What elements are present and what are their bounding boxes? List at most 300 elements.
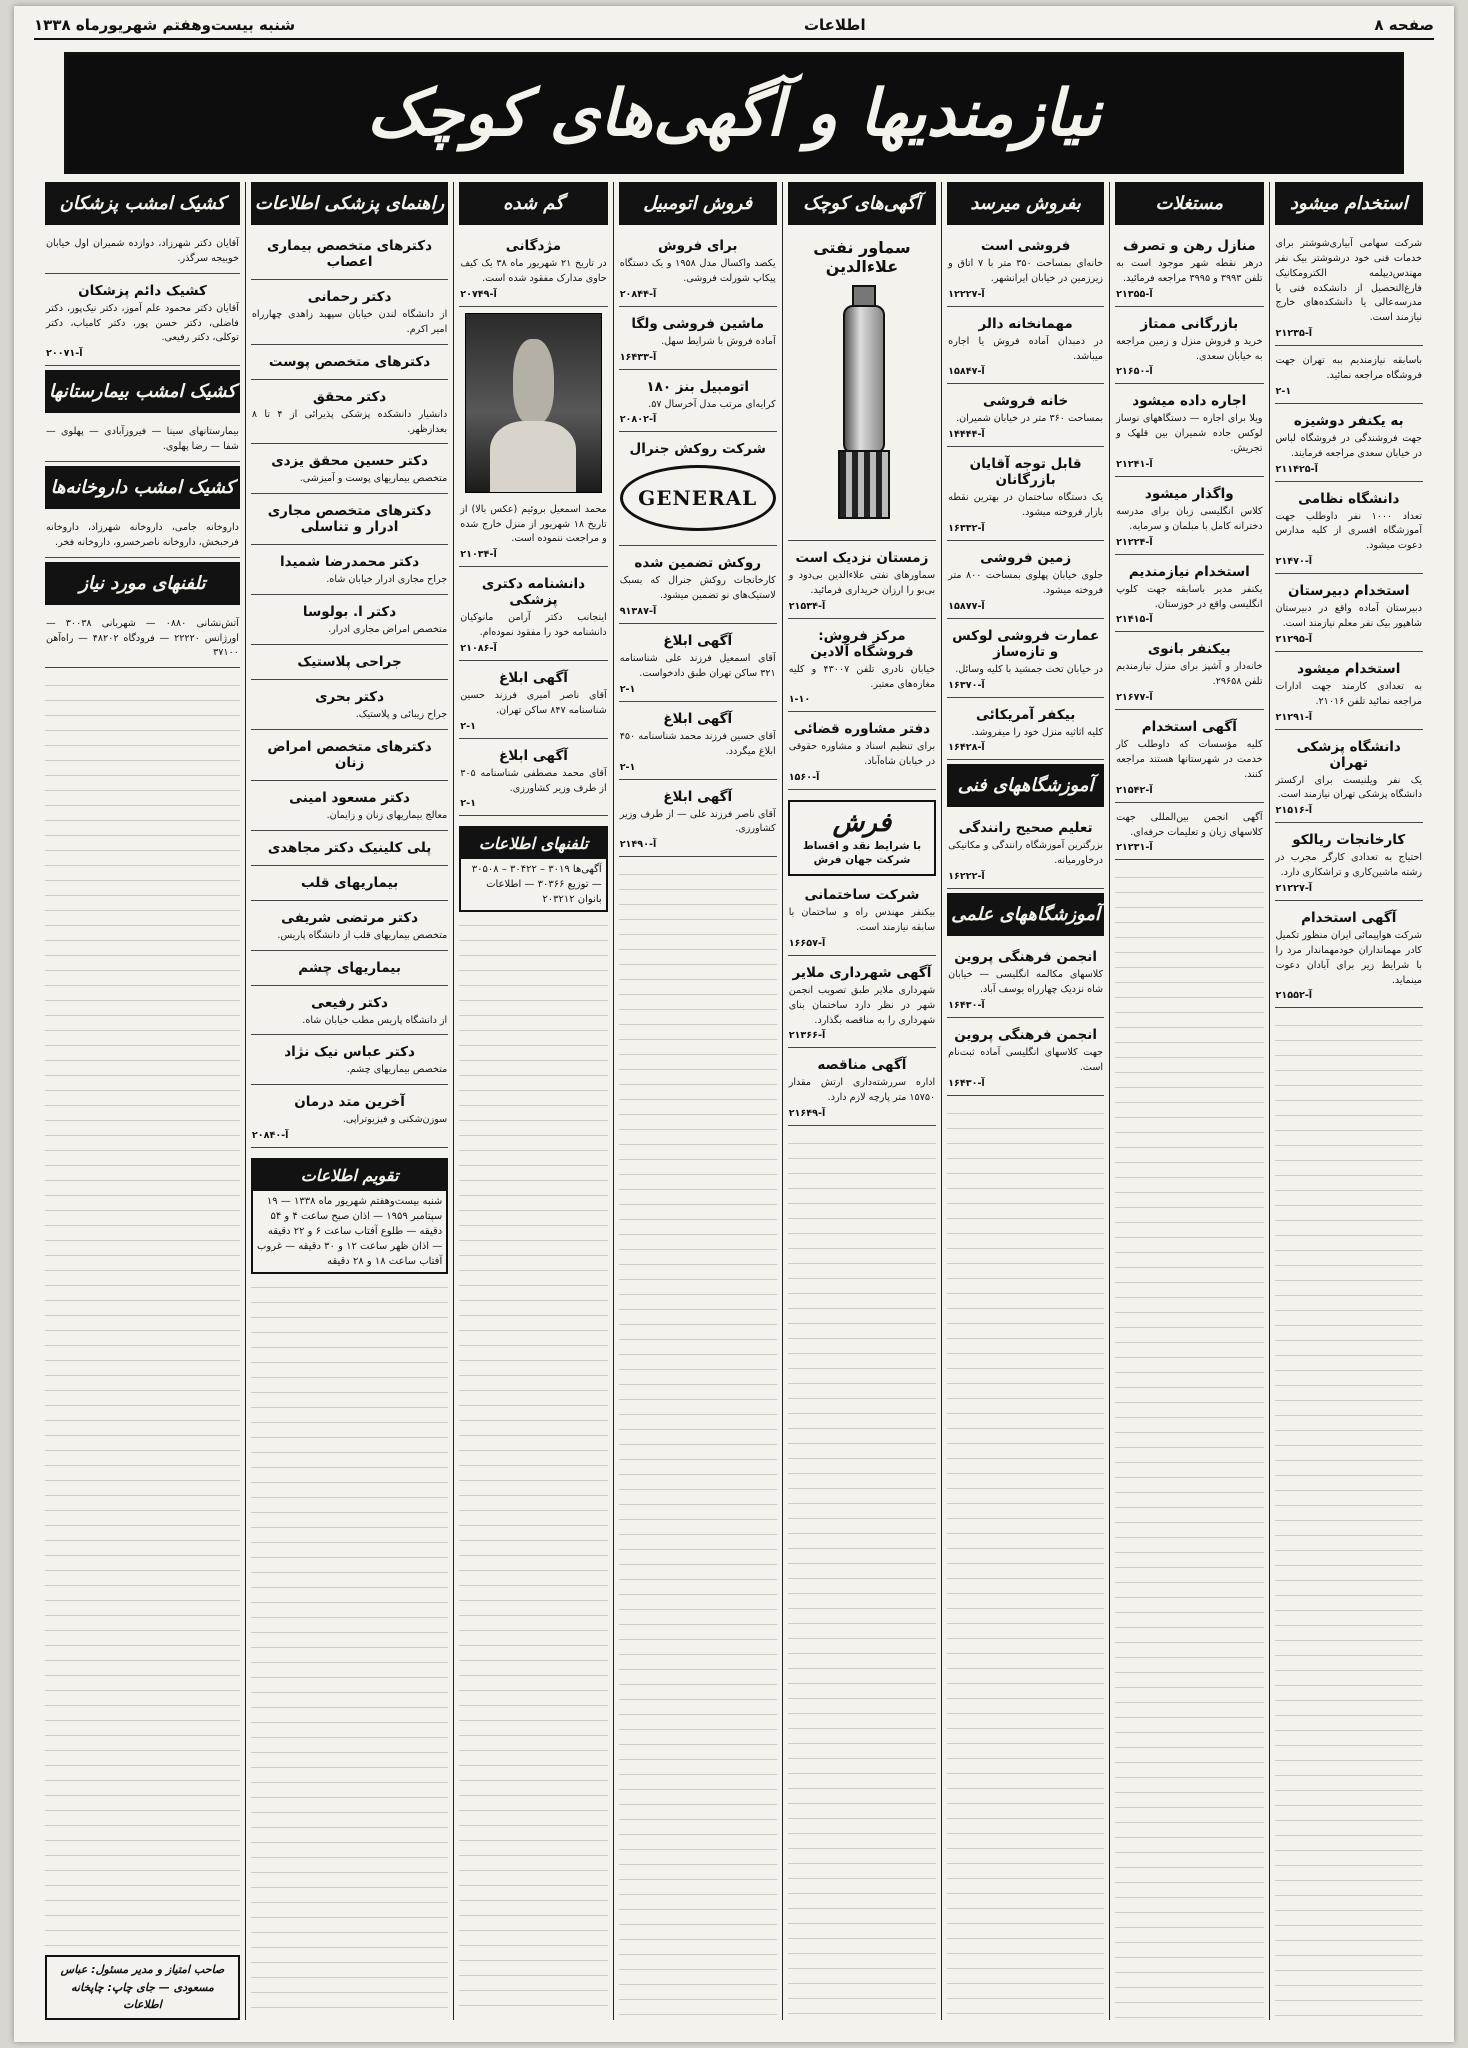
ad-title: دکتر محقق (312, 388, 387, 405)
ad-text: متخصص امراض مجاری ادرار. (328, 624, 448, 636)
classified-ad (251, 1089, 448, 1148)
classified-ad (947, 1022, 1104, 1096)
text-filler (251, 1278, 448, 2020)
ad-title: شرکت ساختمانی (804, 887, 920, 904)
ad-text: کلاس انگلیسی زبان برای مدرسه دخترانه کامل با مبلمان و سرمایه. (1116, 506, 1263, 532)
classified-ad (619, 550, 777, 624)
classified-ad (251, 684, 448, 730)
ad-code: آ-۲۱۴۷۰ (1275, 556, 1313, 568)
ad-text: یک دستگاه ساختمان در بهترین نقطه بازار فروخته میشود. (948, 492, 1104, 519)
classified-ad (1275, 734, 1423, 824)
classified-ad (1275, 827, 1423, 901)
classified-ad (251, 649, 448, 680)
ad-text: اداره سررشته‌داری ارتش مقدار ۱۵۷۵۰ متر پارچه لازم دارد. (788, 1077, 936, 1104)
ad-text: بمساحت ۳۶۰ متر در خیابان شمیران. (956, 413, 1104, 425)
ad-title: دکتر محمدرضا شمیدا (279, 554, 420, 571)
ad-title: دکتر مسعود امینی (289, 789, 410, 806)
ad-title: دانشنامه دکتری پزشکی (481, 576, 586, 609)
ad-title: آگهی ابلاغ (663, 710, 733, 727)
classified-ad (947, 944, 1104, 1018)
hiring-ads (1275, 233, 1423, 1012)
ad-code: آ-۲۱۲۹۱ (1275, 711, 1313, 723)
car-ads-2 (619, 550, 777, 861)
classified-ad (251, 990, 448, 1036)
classified-ad (619, 784, 777, 858)
small-ads (788, 545, 936, 794)
ad-text: آقایان دکتر شهرزاد، دوازده شمیران اول خیابان خوبیجه سرگذر. (46, 238, 239, 264)
ad-code: آ-۲۱۵۵۲ (1275, 990, 1313, 1002)
ad-title: منازل رهن و تصرف (1122, 238, 1256, 254)
ad-text: آقای ناصر امیری فرزند حسین شناسنامه ۸۴۷ ساکن تهران. (460, 690, 607, 716)
ad-title: دانشگاه نظامی (1298, 490, 1400, 507)
classified-ad (947, 815, 1104, 889)
ad-text: یکنفر مدیر باسابقه جهت کلوپ انگلیسی واقع در خوزستان. (1116, 583, 1263, 610)
classified-ad (947, 233, 1104, 307)
ad-title: روکش تضمین شده (634, 555, 762, 572)
ad-title: مهمانخانه دالر (978, 315, 1073, 332)
phone-numbers-text: آتش‌نشانی ۰۸۸۰ — شهربانی ۳۰۰۳۸ — اورژانس ۲۲۲۲۰ — فرودگاه ۴۸۲۰۲ — راه‌آهن ۳۷۱۰۰ (46, 617, 239, 659)
section-title-rental: مستغلات (1115, 182, 1263, 225)
ad-title: آگهی ابلاغ (663, 633, 733, 650)
ad-title: کشیک دائم پزشکان (78, 282, 207, 299)
ad-code: آ-۲۰۸۰۲ (619, 414, 657, 426)
text-filler (619, 865, 777, 2020)
phones-text: آگهی‌ها ۳۰۱۹ – ۳۰۴۲۲ – ۳۰۵۰۸ — توزیع ۳۰۳۶۶ — اطلاعات بانوان ۲۰۳۲۱۲ (471, 864, 602, 906)
section-title-oncall-doctors: کشیک امشب پزشکان (45, 182, 240, 225)
ad-title: استخدام دبیرستان (1288, 583, 1410, 600)
ad-title: زمین فروشی (980, 550, 1072, 567)
ad-text: خیابان نادری تلفن ۴۳۰۰۷ و کلیه مغازه‌های معتبر. (788, 663, 936, 690)
ad-text: ویلا برای اجاره — دستگاههای نوساز لوکس جاده شمیران بین قلهک و تجریش. (1116, 413, 1263, 455)
paper-name: اطلاعات (803, 16, 866, 34)
ad-text: آقایان دکتر محمود علم آموز، دکتر نیک‌پور، دکتر فاضلی، دکتر حسن پور، دکتر کامیاب، دکتر توکلی، دکتر رفیعی. (46, 302, 239, 344)
ad-text: در خیابان تخت جمشید با کلیه وسائل. (955, 663, 1104, 675)
phones-box (459, 826, 607, 912)
ad-text: جراح مجاری ادرار خیابان شاه. (326, 574, 448, 586)
ad-title: مرکز فروش: فروشگاه آلادین (810, 627, 914, 660)
ad-text: دانشیار دانشکده پزشکی پذیرائی از ۴ تا ۸ بعدازظهر. (251, 408, 448, 435)
ad-text: جهت کلاسهای انگلیسی آماده ثبت‌نام است. (948, 1046, 1104, 1073)
ad-code: آ-۲۱۵۴۲ (1116, 784, 1153, 796)
classified-ad (251, 349, 448, 380)
ad-code: آ-۲۱۲۳۵ (1275, 328, 1313, 340)
section-title-hiring: استخدام میشود (1275, 182, 1423, 225)
issue-date: شنبه بیست‌وهفتم شهریورماه ۱۳۳۸ (34, 16, 296, 34)
ad-text: خانه‌دار و آشپز برای منزل نیازمندیم تلفن ۲۹۶۵۸. (1116, 661, 1263, 688)
ad-title: فروشی است (980, 238, 1071, 254)
ad-title: بیکفر آمریکائی (975, 706, 1076, 723)
ad-code: آ-۲۱۶۵۰ (1116, 366, 1153, 378)
ad-text: در دمبدان آماده فروش یا اجاره میباشد. (948, 335, 1104, 362)
ad-code: آ-۱۴۴۴۴ (948, 429, 985, 441)
samovar-caption: سماور نفتی علاءالدین (813, 238, 911, 276)
classified-ad (619, 311, 777, 370)
page-header (34, 12, 1434, 40)
section-title-edu-tech: آموزشگاههای فنی (947, 764, 1104, 807)
ad-code: آ-۲۱۱۴۲۵ (1275, 463, 1318, 475)
ad-code: آ-۲۱۲۲۷ (1275, 883, 1313, 895)
missing-person-photo (465, 313, 601, 493)
ad-title: پلی کلینیک دکتر مجاهدی (267, 839, 432, 856)
carpet-title: فرش (832, 808, 892, 839)
ad-title: به یکنفر دوشیزه (1293, 412, 1404, 429)
ad-code: آ-۲۱۲۳۱ (1116, 842, 1153, 854)
ad-code: آ-۲۱۰۸۶ (460, 643, 497, 655)
calendar-box (251, 1158, 448, 1274)
column-lost (453, 182, 612, 2020)
ad-text: بیکنفر مهندس راه و ساختمان با سابقه نیازمند است. (788, 907, 936, 934)
ad-title: آگهی شهرداری ملایر (792, 964, 932, 981)
small-ads-2 (788, 882, 936, 1130)
ad-title: قابل توجه آقایان بازرگانان (969, 456, 1082, 489)
ad-code: آ-۲۱۳۵۵ (1116, 288, 1153, 300)
classified-ad (251, 233, 448, 280)
section-title-car: فروش اتومبیل (619, 182, 777, 225)
ad-title: خانه فروشی (982, 393, 1069, 410)
classified-ad (251, 785, 448, 831)
oncall-ads (45, 233, 240, 370)
ad-text: درهر نقطه شهر موجود است به تلفن ۳۹۹۳ و ۳۹۹۵ مراجعه فرمائید. (1116, 258, 1263, 284)
ad-text: شهرداری ملایر طبق تصویب انجمن شهر در نظر دارد ساختمان بنای شهرداری را به مناقصه بگذارد. (788, 984, 936, 1026)
general-ad (619, 436, 777, 546)
ad-text: محمد اسمعیل بروئیم (عکس بالا) از تاریخ ۱۸ شهریور از منزل خارج شده و مراجعت ننموده است. (460, 503, 607, 545)
ad-text: به تعدادی کارمند جهت ادارات مراجعه نمائید تلفن ۲۱۰۱۶. (1275, 680, 1422, 707)
newspaper-page (14, 6, 1454, 2042)
section-title-hospitals: کشیک امشب بیمارستانها (45, 370, 240, 413)
classified-ad (788, 1052, 936, 1126)
classified-ad (947, 623, 1104, 698)
ad-text: شرکت سهامی آبیاری‌شوشتر برای خدمات فنی خود درشوشتر بیک نفر مهندس‌دیپلمه الکترومکانیک فارغ‌التحصیل از دانشکده فنی یا مدرسه‌عالی یا دانشکده‌های خارج نیازمند است. (1275, 238, 1422, 324)
publisher-signature: صاحب امتیاز و مدیر مسئول: عباس مسعودی — جای چاپ: چاپخانه اطلاعات (45, 1955, 240, 2020)
classified-ad (1275, 350, 1423, 404)
ad-text: سوزن‌شکنی و فیزیوتراپی. (342, 1114, 448, 1126)
ad-code: آ-۲۱۰۳۴ (460, 549, 497, 561)
classified-ad (459, 233, 607, 307)
edu-sci-ads (947, 944, 1104, 1099)
classified-ad (1275, 905, 1423, 1008)
ad-title: آگهی مناقصه (817, 1057, 907, 1074)
ad-text: آماده فروش با شرایط سهل. (661, 335, 776, 347)
ad-title: آگهی استخدام (1301, 910, 1397, 927)
classified-ad (251, 734, 448, 781)
samovar-illustration (819, 280, 905, 530)
classified-ad (251, 905, 448, 951)
classified-ad (788, 716, 936, 790)
section-title-edu-sci: آموزشگاههای علمی (947, 893, 1104, 936)
ad-title: دکترهای متخصص بیماری اعصاب (267, 238, 433, 270)
ad-code: آ-۲۰۸۴۰ (251, 1130, 289, 1142)
classified-ad (251, 549, 448, 595)
ad-text: جلوی خیابان پهلوی بمساحت ۸۰۰ متر فروخته میشود. (948, 570, 1104, 596)
classified-ad (947, 451, 1104, 541)
ad-title: آگهی استخدام (1141, 719, 1237, 736)
text-filler (45, 676, 240, 1949)
ad-title: آخرین متد درمان (294, 1094, 405, 1111)
ad-text: اینجانب دکتر آرامن مانوکیان دانشنامه خود را مفقود نموده‌ام. (460, 612, 607, 639)
column-oncall (40, 182, 245, 2020)
ad-code: آ-۲۱۵۱۶ (1275, 805, 1313, 817)
ad-text: آقای محمد مصطفی شناسنامه ۳۰۵ از طرف وزیر کشاورزی. (460, 767, 607, 794)
ad-code: آ-۱۶۴۳۰ (948, 999, 985, 1011)
lost-ads (459, 233, 607, 820)
ad-title: واگذار میشود (1144, 486, 1234, 503)
ad-code: آ-۱۵۸۴۷ (948, 366, 985, 378)
ad-title: تعلیم صحیح رانندگی (958, 820, 1093, 837)
carpet-ad (788, 800, 936, 876)
classified-ad (1115, 233, 1263, 307)
ad-title: دکتر عباس نیک نژاد (284, 1044, 415, 1061)
ad-code: آ-۲۱۶۴۹ (788, 1108, 826, 1120)
text-filler (1275, 1016, 1423, 2020)
ad-title: بیماریهای چشم (298, 959, 401, 976)
classified-ad (1115, 388, 1263, 477)
ad-text: کلاسهای مکالمه انگلیسی — خیابان شاه نزدیک چهارراه یوسف آباد. (948, 969, 1104, 996)
edu-tech-ads (947, 815, 1104, 893)
classified-ad (788, 882, 936, 956)
ad-title: اتومبیل بنز ۱۸۰ (646, 378, 750, 395)
hospitals-text: بیمارستانهای سینا — فیروزآبادی — پهلوی — شفا — رضا پهلوی. (46, 426, 239, 453)
ad-title: انجمن فرهنگی پروین (954, 1026, 1097, 1043)
classified-ad (947, 388, 1104, 447)
ad-text: از دانشگاه پاریس مطب خیابان شاه. (302, 1014, 448, 1026)
classified-ad (1275, 233, 1423, 346)
classified-ad (1275, 578, 1423, 652)
section-title-lost: گم شده (459, 182, 607, 225)
classified-ad (251, 870, 448, 901)
classified-ad (947, 702, 1104, 761)
ad-text: آقای اسمعیل فرزند علی شناسنامه ۳۲۱ ساکن تهران طبق دادخواست. (619, 653, 776, 680)
ad-code: ۲-۱ (619, 761, 636, 773)
ad-text: بزرگترین آموزشگاه رانندگی و مکانیکی درخاورمیانه. (948, 840, 1104, 867)
ad-title: دکتر بحری (315, 689, 385, 706)
classified-ad (251, 599, 448, 645)
classified-ad (619, 706, 777, 780)
classified-ad (459, 665, 607, 739)
ad-title: دکتر رحمانی (307, 289, 392, 305)
ad-title: دکترهای متخصص امراض زنان (267, 738, 432, 771)
car-ads (619, 233, 777, 436)
section-title-medical: راهنمای پزشکی اطلاعات (251, 182, 448, 225)
ad-code: آ-۲۱۳۶۶ (788, 1030, 826, 1042)
sales-ads (947, 233, 1104, 764)
ad-title: برای فروش (657, 238, 738, 254)
ad-code: آ-۱۵۸۷۷ (948, 600, 985, 612)
classified-ad (45, 278, 240, 367)
ad-title: دانشگاه پزشکی تهران (1296, 738, 1401, 771)
general-logo: GENERAL (620, 465, 776, 531)
ad-code: آ-۱۶۴۳۰ (948, 1077, 985, 1089)
ad-code: آ-۲۱۴۱۵ (1116, 614, 1153, 626)
ad-code: آ-۹۱۳۸۷ (619, 606, 657, 618)
classified-ad (251, 835, 448, 866)
text-filler (788, 1134, 936, 2020)
ad-code: آ-۱۶۳۳۲ (948, 523, 985, 535)
ad-text: یکصد واکسال مدل ۱۹۵۸ و یک دستگاه پیکاپ شورلت فروشی. (619, 258, 776, 284)
ad-text: متخصص بیماریهای پوست و آمیزشی. (299, 473, 448, 485)
classified-ad (1275, 408, 1423, 482)
ad-title: دکترهای متخصص پوست (268, 353, 431, 370)
column-hiring (1269, 182, 1428, 2020)
ad-text: احتیاج به تعدادی کارگر مجرب در رشته ماشین‌کاری و تراشکاری دارد. (1275, 852, 1422, 879)
ad-code: آ-۲۰۰۷۱ (46, 348, 83, 360)
column-rental (1109, 182, 1268, 2020)
classified-ad (251, 284, 448, 345)
classified-ad (251, 955, 448, 986)
ad-text: کرایه‌ای مرتب مدل آخرسال ۵۷. (648, 398, 776, 410)
ad-text: باسابقه نیازمندیم ببه تهران جهت فروشگاه مراجعه نمائید. (1275, 355, 1422, 382)
classifieds-banner (64, 52, 1404, 174)
text-filler (947, 1104, 1104, 2020)
ad-code: آ-۲۱۲۲۴ (1116, 536, 1153, 548)
rental-ads (1115, 233, 1263, 864)
ad-text: جهت فروشندگی در فروشگاه لباس در خیابان سعدی مراجعه فرمایند. (1275, 432, 1422, 459)
carpet-line-1: با شرایط نقد و اقساط (802, 840, 922, 853)
ad-text: از دانشگاه لندن خیابان سپهبد زاهدی چهارراه امیر اکرم. (251, 309, 448, 335)
ad-title: انجمن فرهنگی پروین (954, 949, 1097, 966)
ad-text: شرکت هواپیمائی ایران منظور تکمیل کادر مهمانداران خودمهماندار مرد را با شرایط زیر برای آبادان دعوت مینماید. (1275, 930, 1422, 986)
classified-ad (619, 374, 777, 433)
general-caption: شرکت روکش جنرال (629, 441, 766, 458)
classified-ad (1115, 636, 1263, 710)
classified-ad (788, 545, 936, 619)
classified-ad (459, 571, 607, 661)
calendar-title: تقویم اطلاعات (253, 1160, 446, 1191)
ad-text: متخصص بیماریهای چشم. (346, 1064, 448, 1076)
ad-text: کلیه اثاثیه منزل خود را میفروشد. (971, 726, 1104, 738)
classified-ad (1115, 481, 1263, 555)
text-filler (459, 916, 607, 2020)
ad-title: ماشین فروشی ولگا (631, 315, 765, 332)
ad-title: بیکنفر بانوی (1147, 641, 1231, 658)
ad-text: یک نفر ویلنیست برای ارکستر دانشگاه پزشکی تهران نیازمند است. (1275, 774, 1422, 801)
ad-text: سماورهای نفتی علاءالدین بی‌دود و بی‌بو را ارزان خریداری فرمائید. (788, 570, 936, 596)
ad-title: دکتر حسین محقق یزدی (271, 453, 428, 470)
ad-code: آ-۲۱۴۹۰ (619, 839, 657, 851)
ad-code: آ-۱۶۲۲۲ (948, 871, 985, 883)
ad-text: جراح زیبائی و پلاستیک. (355, 709, 448, 721)
ad-title: آگهی ابلاغ (499, 747, 568, 764)
calendar-text: شنبه بیست‌وهفتم شهریور ماه ۱۳۳۸ — ۱۹ سپتامبر ۱۹۵۹ — اذان صبح ساعت ۴ و ۵۴ دقیقه — طلوع آفتاب ساعت ۶ و ۲۲ دقیقه — اذان ظهر ساعت ۱۲ و ۳۰ دقیقه — غروب آفتاب ساعت ۱۸ و ۲۸ دقیقه (256, 1196, 443, 1268)
phones-ad (45, 613, 240, 669)
ad-title: دکترهای متخصص مجاری ادرار و تناسلی (267, 503, 432, 536)
ad-text: کلیه مؤسسات که داوطلب کار خدمت در شهرستانها هستند مراجعه کنند. (1116, 739, 1263, 780)
ad-text: کارخانجات روکش جنرال که بسبک لاستیک‌های نو تضمین میشود. (619, 575, 776, 602)
ad-text: معالج بیماریهای زنان و زایمان. (326, 809, 448, 821)
banner-title: نیازمندیها و آگهی‌های کوچک (366, 75, 1102, 151)
section-title-phones: تلفنهای مورد نیاز (45, 562, 240, 605)
ad-title: دکتر مرتضی شریفی (281, 909, 419, 926)
text-filler (1115, 868, 1263, 2020)
hospitals-ad (45, 421, 240, 462)
ad-code: آ-۱۶۴۲۸ (948, 742, 985, 754)
ad-code: آ-۱۶۳۷۰ (948, 679, 985, 691)
ad-code: آ-۲۱۵۳۴ (788, 600, 826, 612)
ad-title: عمارت فروشی لوکس و تازه‌ساز (952, 627, 1100, 660)
samovar-ad (788, 233, 936, 541)
pharmacies-text: داروخانه جامی، داروخانه شهرزاد، داروخانه فرحبخش، داروخانه ناصرخسرو، داروخانه فخر. (46, 522, 239, 548)
ad-code: آ-۱۵۶۰ (788, 772, 820, 784)
ad-code: آ-۲۱۲۹۵ (1275, 633, 1313, 645)
classified-ad (619, 628, 777, 702)
classified-ad (947, 311, 1104, 385)
ad-title: استخدام نیازمندیم (1128, 563, 1250, 580)
classified-ad (788, 960, 936, 1049)
ad-code: آ-۲۱۲۴۱ (1116, 459, 1153, 471)
column-sales (941, 182, 1109, 2020)
ad-code: آ-۲۱۶۷۷ (1116, 692, 1153, 704)
ad-text: برای تنظیم اسناد و مشاوره حقوقی در خیابان شاه‌آباد. (788, 741, 936, 768)
ad-text: آقای ناصر فرزند علی — از طرف وزیر کشاورزی. (619, 808, 776, 835)
ad-title: مژدگانی (505, 238, 562, 254)
ad-code: آ-۱۲۲۲۷ (948, 288, 985, 300)
section-title-sales: بفروش میرسد (947, 182, 1104, 225)
ad-text: متخصص بیماریهای قلب از دانشگاه پاریس. (277, 929, 448, 941)
ad-code: ۲-۱ (619, 683, 636, 695)
ad-code: آ-۱۶۶۵۷ (788, 937, 826, 949)
classified-ad (251, 498, 448, 545)
ad-title: دکتر رفیعی (311, 994, 388, 1011)
ad-title: بازرگانی ممتاز (1140, 315, 1239, 332)
ad-code: ۱-۱۰ (788, 694, 811, 706)
ad-text: خانه‌ای بمساحت ۳۵۰ متر با ۷ اتاق و زیرزمین در خیابان ایرانشهر. (948, 258, 1104, 284)
classified-ad (1275, 656, 1423, 730)
ad-code: ۲-۱ (460, 720, 476, 732)
ad-title: کارخانجات ریالکو (1292, 832, 1406, 849)
classified-ad (251, 384, 448, 445)
classified-ad (45, 233, 240, 274)
columns (40, 182, 1428, 2020)
ad-title: اجاره داده میشود (1132, 393, 1247, 410)
classified-ad (1115, 311, 1263, 385)
column-small-ads (782, 182, 941, 2020)
classified-ad (459, 499, 607, 568)
ad-code: ۲-۱ (460, 798, 476, 810)
section-title-pharmacies: کشیک امشب داروخانه‌ها (45, 466, 240, 509)
ad-title: استخدام میشود (1297, 660, 1401, 677)
classified-ad (788, 623, 936, 713)
ad-text: در تاریخ ۲۱ شهریور ماه ۳۸ یک کیف حاوی مدارک مفقود شده است. (460, 258, 607, 284)
column-medical (245, 182, 453, 2020)
ad-code: آ-۱۶۴۳۳ (619, 351, 657, 363)
classified-ad (1275, 486, 1423, 575)
ad-text: خرید و فروش منزل و زمین مراجعه به خیابان سعدی. (1116, 335, 1263, 362)
ad-title: جراحی پلاستیک (297, 654, 402, 671)
ad-title: آگهی ابلاغ (499, 670, 568, 687)
classified-ad (251, 1039, 448, 1085)
ad-code: آ-۲۰۸۴۴ (619, 288, 657, 300)
classified-ad (459, 743, 607, 817)
ad-title: دفتر مشاوره قضائی (793, 721, 931, 738)
ad-code: آ-۲۰۷۴۹ (460, 288, 497, 300)
section-title-small-ads: آگهی‌های کوچک (788, 182, 936, 225)
ad-text: دبیرستان آماده واقع در دبیرستان شاهپور بیک نفر معلم نیازمند است. (1275, 603, 1422, 630)
ad-text: آگهی انجمن بین‌المللی جهت کلاسهای زبان و تعلیمات حرفه‌ای. (1116, 811, 1263, 838)
pharmacies-ad (45, 517, 240, 558)
carpet-line-2: شرکت جهان فرش (813, 854, 911, 867)
classified-ad (251, 448, 448, 494)
ad-title: بیماریهای قلب (300, 874, 399, 891)
classified-ad (619, 233, 777, 307)
page-number: صفحه ۸ (1374, 16, 1434, 34)
medical-ads (251, 233, 448, 1152)
classified-ad (1115, 807, 1263, 861)
ad-title: زمستان نزدیک است (795, 550, 929, 566)
ad-code: ۲-۱ (1275, 385, 1292, 397)
ad-title: آگهی ابلاغ (663, 788, 733, 805)
ad-text: آقای حسین فرزند محمد شناسنامه ۴۵۰ ابلاغ میگردد. (619, 730, 776, 757)
classified-ad (1115, 714, 1263, 803)
classified-ad (947, 545, 1104, 619)
